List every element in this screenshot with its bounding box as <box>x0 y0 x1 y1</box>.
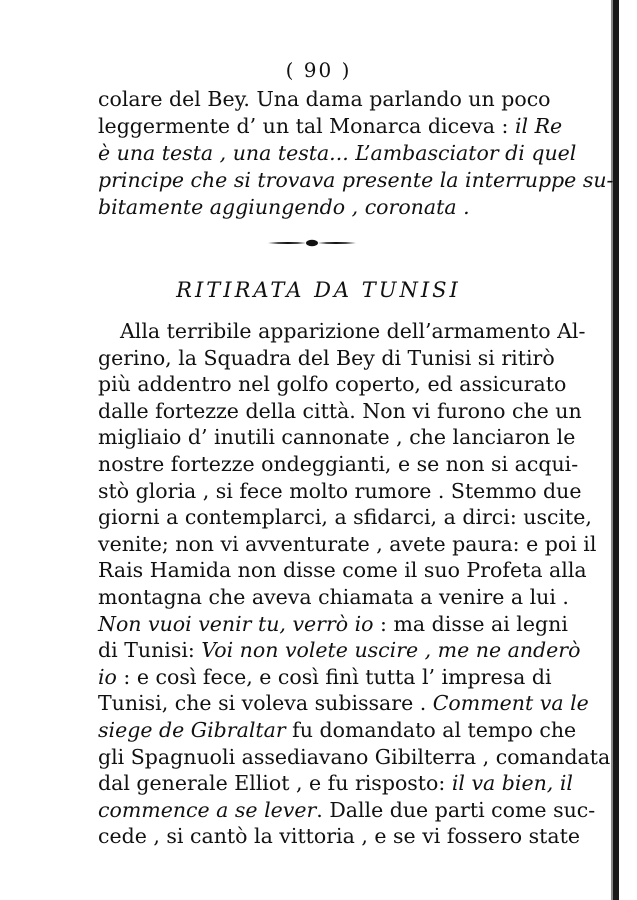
text-line <box>98 451 579 478</box>
text-segment: colare del Bey. Una dama parlando un poco <box>98 87 551 111</box>
text-line <box>98 371 567 398</box>
text-line <box>98 531 597 558</box>
text-segment: più addentro nel golfo coperto, ed assicurato <box>98 372 567 397</box>
italic-text-segment: bitamente aggiungendo , coronata . <box>98 195 470 219</box>
text-line <box>98 637 581 664</box>
text-line <box>98 770 573 797</box>
text-segment: nostre fortezze ondeggianti, e se non si acqui- <box>98 452 579 476</box>
text-segment: gli Spagnuoli assediavano Gibilterra , comandata <box>98 744 611 769</box>
italic-text-segment: è una testa , una testa... L’ambasciator di quel <box>98 141 577 165</box>
text-segment: : e così fece, e così finì tutta l’ impresa di <box>116 664 552 689</box>
text-line <box>98 194 530 221</box>
divider-ornament <box>266 236 358 250</box>
text-line <box>98 557 587 584</box>
text-line <box>98 744 611 771</box>
text-segment: migliaio d’ inutili cannonate , che lanciaron le <box>98 425 576 450</box>
text-segment: giorni a contemplarci, a sfidarci, a dirci: uscite, <box>98 505 592 530</box>
text-line <box>98 167 614 194</box>
text-segment: dalle fortezze della città. Non vi furono che un <box>98 398 582 423</box>
text-line <box>98 611 568 638</box>
text-line <box>98 823 580 850</box>
text-line <box>98 797 596 824</box>
text-segment: fu domandato al tempo che <box>285 718 577 742</box>
section-heading: RITIRATA DA TUNISI <box>176 278 461 302</box>
text-segment: cede , si cantò la vittoria , e se vi fossero state <box>98 824 580 849</box>
text-line <box>98 398 582 425</box>
text-segment: dal generale Elliot , e fu risposto: <box>98 771 452 796</box>
text-segment: di Tunisi: <box>98 638 202 663</box>
text-segment: Rais Hamida non disse come il suo Profeta alla <box>98 558 587 583</box>
text-line <box>98 478 582 505</box>
text-line <box>98 717 577 744</box>
text-segment: : ma disse ai legni <box>373 611 568 636</box>
text-segment: venite; non vi avventurate , avete paura: e poi il <box>98 531 597 556</box>
italic-text-segment: Voi non volete uscire , me ne anderò <box>201 638 581 663</box>
text-segment: stò gloria , si fece molto rumore . Stemmo due <box>98 478 582 503</box>
text-line <box>98 113 563 140</box>
italic-text-segment: il Re <box>514 114 563 138</box>
text-line <box>98 86 551 113</box>
text-segment: Alla terribile apparizione dell’armamento Al- <box>120 319 586 343</box>
page-number: ( 90 ) <box>285 58 352 82</box>
text-segment: leggermente d’ un tal Monarca diceva : <box>98 114 515 138</box>
text-line <box>98 345 555 372</box>
text-segment: Tunisi, che si voleva subissare . <box>98 691 433 716</box>
italic-text-segment: il va bien, il <box>451 771 573 796</box>
book-spine-edge <box>613 0 619 900</box>
italic-text-segment: io <box>98 664 117 689</box>
text-segment: montagna che aveva chiamata a venire a lui . <box>98 585 569 609</box>
text-line <box>98 504 592 531</box>
text-segment: . Dalle due parti come suc- <box>316 797 596 822</box>
text-line <box>98 664 552 691</box>
text-line <box>98 424 576 451</box>
italic-text-segment: Comment va le <box>432 691 589 716</box>
text-line <box>98 584 569 611</box>
italic-text-segment: principe che si trovava presente la interruppe su- <box>98 168 614 192</box>
italic-text-segment: commence a se lever <box>98 797 317 822</box>
italic-text-segment: siege de Gibraltar <box>98 718 286 742</box>
text-line <box>98 690 589 717</box>
text-segment: gerino, la Squadra del Bey di Tunisi si ritirò <box>98 345 555 370</box>
text-line <box>98 140 577 167</box>
text-line <box>120 318 586 345</box>
italic-text-segment: Non vuoi venir tu, verrò io <box>98 611 374 636</box>
